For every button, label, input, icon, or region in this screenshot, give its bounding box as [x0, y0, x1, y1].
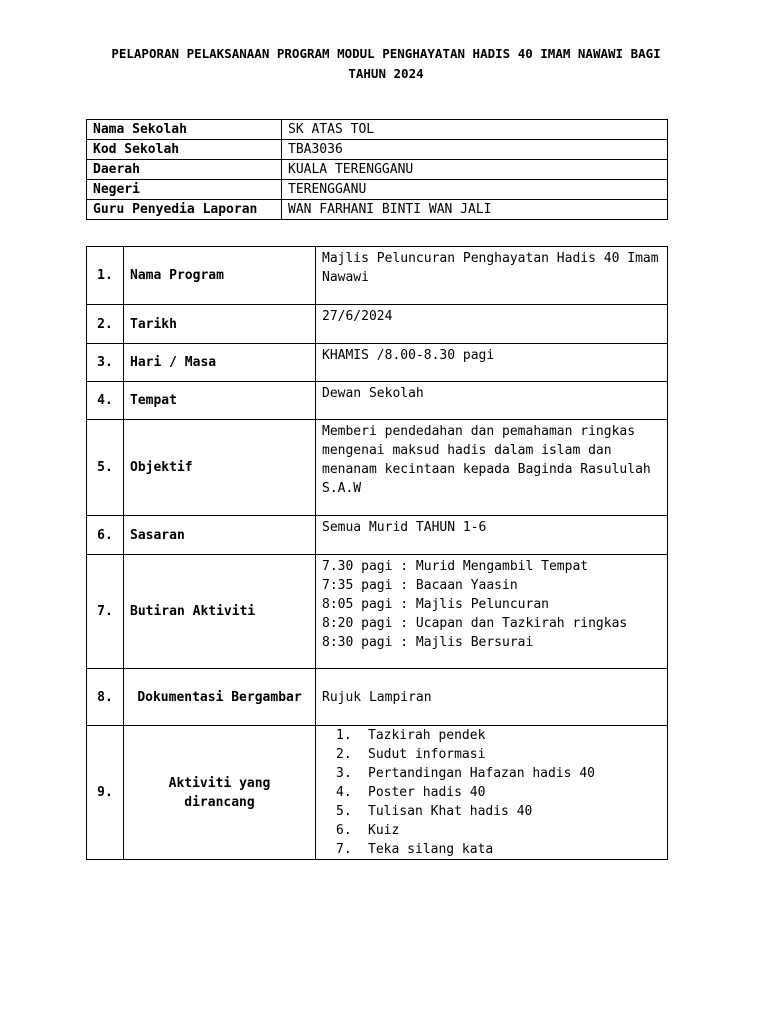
row-number: 6. [87, 516, 124, 555]
schedule-line: 8:05 pagi : Majlis Peluncuran [322, 597, 549, 612]
program-row-documentation [87, 669, 668, 726]
program-row-venue [87, 382, 668, 420]
row-label: Dokumentasi Bergambar [124, 669, 316, 726]
list-item [322, 726, 661, 745]
value-line: Semua Murid TAHUN 1-6 [322, 520, 487, 535]
row-number: 4. [87, 382, 124, 420]
activity-schedule-value [316, 555, 668, 669]
report-title-line-1: PELAPORAN PELAKSANAAN PROGRAM MODUL PENGHAYATAN HADIS 40 IMAM NAWAWI BAGI [111, 46, 661, 61]
schedule-line: 7.30 pagi : Murid Mengambil Tempat [322, 559, 589, 574]
documentation-value [316, 669, 668, 726]
list-number: 1. [336, 728, 352, 743]
school-code-value: TBA3036 [282, 140, 668, 160]
value-line: 27/6/2024 [322, 309, 393, 324]
list-text: Sudut informasi [368, 747, 486, 762]
district-label: Daerah [87, 160, 282, 180]
day-time-value [316, 344, 668, 382]
target-value [316, 516, 668, 555]
list-text: Tazkirah pendek [368, 728, 486, 743]
list-item [322, 802, 661, 821]
value-line: KHAMIS /8.00-8.30 pagi [322, 348, 495, 363]
date-value [316, 305, 668, 344]
row-label: Hari / Masa [124, 344, 316, 382]
label-line: Aktiviti yang [168, 775, 271, 791]
list-number: 6. [336, 823, 352, 838]
value-line: Nawawi [322, 270, 369, 285]
school-row-name [87, 120, 668, 140]
school-row-code [87, 140, 668, 160]
program-row-name [87, 247, 668, 305]
row-number: 7. [87, 555, 124, 669]
list-text: Poster hadis 40 [368, 785, 486, 800]
value-line: Memberi pendedahan dan pemahaman ringkas [322, 424, 636, 439]
list-number: 7. [336, 842, 352, 857]
district-value: KUALA TERENGGANU [282, 160, 668, 180]
list-number: 5. [336, 804, 352, 819]
row-label [124, 726, 316, 860]
list-number: 2. [336, 747, 352, 762]
planned-activities-list [322, 726, 661, 859]
planned-activities-value [316, 726, 668, 860]
list-item [322, 783, 661, 802]
program-row-target [87, 516, 668, 555]
list-text: Teka silang kata [368, 842, 494, 857]
list-text: Kuiz [368, 823, 400, 838]
program-row-activities [87, 555, 668, 669]
schedule-line: 8:20 pagi : Ucapan dan Tazkirah ringkas [322, 616, 628, 631]
school-code-label: Kod Sekolah [87, 140, 282, 160]
value-line: Majlis Peluncuran Penghayatan Hadis 40 Imam [322, 251, 659, 266]
program-row-objective [87, 420, 668, 516]
value-line: S.A.W [322, 481, 362, 496]
venue-value [316, 382, 668, 420]
list-item [322, 821, 661, 840]
row-label: Nama Program [124, 247, 316, 305]
row-number: 9. [87, 726, 124, 860]
teacher-value: WAN FARHANI BINTI WAN JALI [282, 200, 668, 220]
value-line: Dewan Sekolah [322, 386, 424, 401]
row-number: 3. [87, 344, 124, 382]
school-row-teacher [87, 200, 668, 220]
list-item [322, 840, 661, 859]
row-label: Sasaran [124, 516, 316, 555]
row-label: Objektif [124, 420, 316, 516]
program-row-day-time [87, 344, 668, 382]
row-number: 5. [87, 420, 124, 516]
objective-value [316, 420, 668, 516]
school-info-table [86, 119, 668, 220]
list-text: Tulisan Khat hadis 40 [368, 804, 533, 819]
list-item [322, 764, 661, 783]
value-line: mengenai maksud hadis dalam islam dan [322, 443, 612, 458]
value-line: menanam kecintaan kepada Baginda Rasululah [322, 462, 651, 477]
row-label: Butiran Aktiviti [124, 555, 316, 669]
state-value: TERENGGANU [282, 180, 668, 200]
schedule-line: 8:30 pagi : Majlis Bersurai [322, 635, 534, 650]
program-table [86, 246, 668, 860]
school-name-value: SK ATAS TOL [282, 120, 668, 140]
schedule-line: 7:35 pagi : Bacaan Yaasin [322, 578, 518, 593]
program-name-value [316, 247, 668, 305]
school-row-district [87, 160, 668, 180]
label-line: dirancang [184, 794, 255, 810]
report-title-line-2: TAHUN 2024 [348, 66, 424, 81]
report-title [86, 44, 686, 84]
row-label: Tarikh [124, 305, 316, 344]
row-number: 8. [87, 669, 124, 726]
school-name-label: Nama Sekolah [87, 120, 282, 140]
school-row-state [87, 180, 668, 200]
list-text: Pertandingan Hafazan hadis 40 [368, 766, 595, 781]
teacher-label: Guru Penyedia Laporan [87, 200, 282, 220]
program-row-planned-activities [87, 726, 668, 860]
row-number: 1. [87, 247, 124, 305]
list-number: 4. [336, 785, 352, 800]
program-row-date [87, 305, 668, 344]
row-label: Tempat [124, 382, 316, 420]
state-label: Negeri [87, 180, 282, 200]
row-number: 2. [87, 305, 124, 344]
list-item [322, 745, 661, 764]
list-number: 3. [336, 766, 352, 781]
value-line: Rujuk Lampiran [322, 689, 432, 705]
